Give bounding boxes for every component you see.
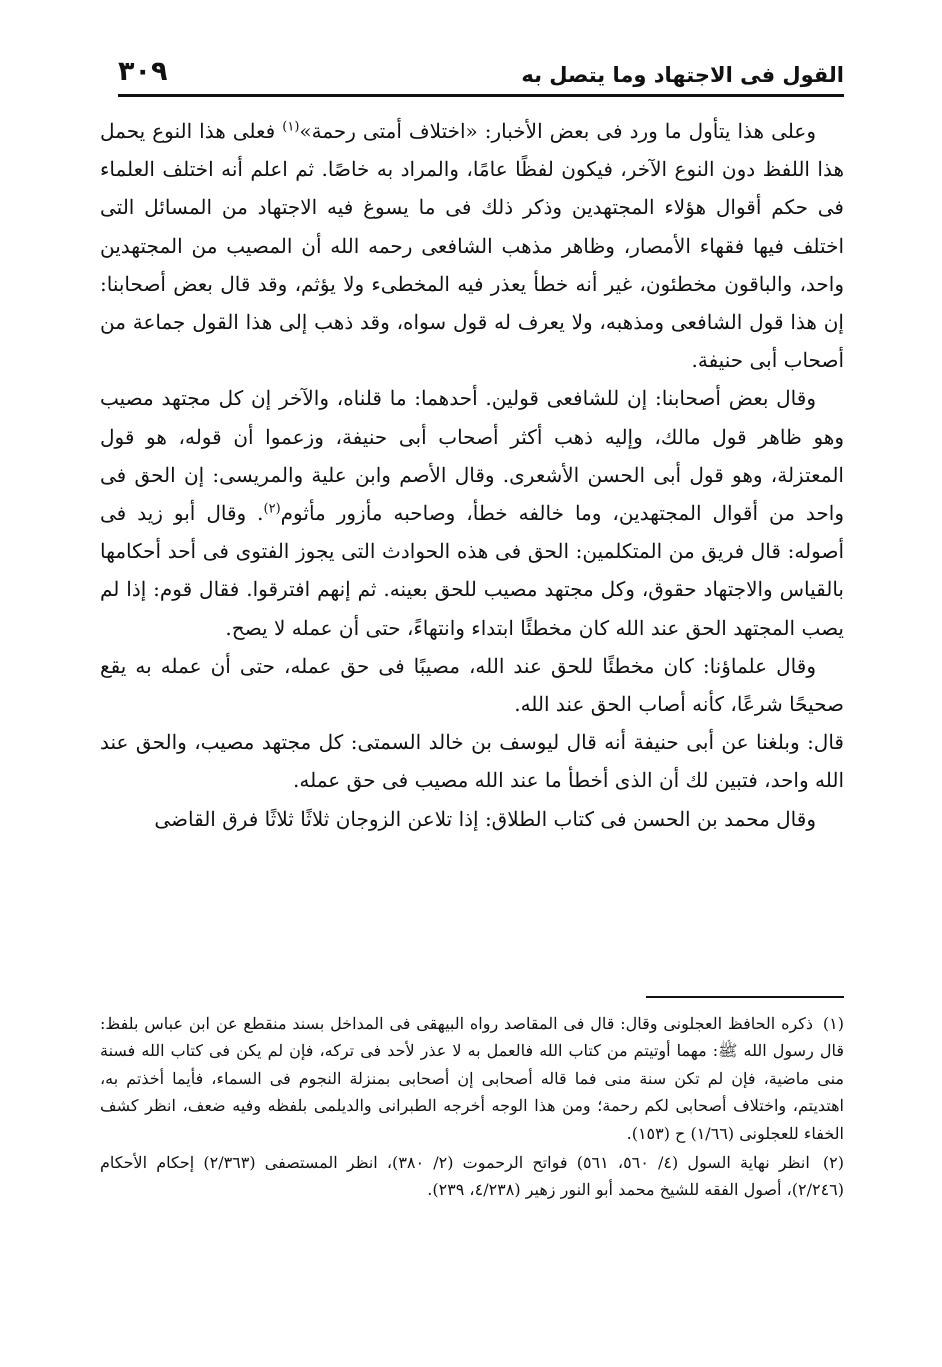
main-text <box>100 112 844 838</box>
paragraph-2 <box>100 379 844 646</box>
footnote-2 <box>100 1149 844 1204</box>
footnote-2-text: انظر نهاية السول (٤/ ٥٦٠، ٥٦١) فواتح الرحموت (٢/ ٣٨٠)، انظر المستصفى (٢/٣٦٣) إحكام الأحكام (٢/٢٤٦)، أصول الفقه للشيخ محمد أبو النور زهير (٤/٢٣٨، ٢٣٩). <box>100 1153 844 1200</box>
paragraph-5: وقال محمد بن الحسن فى كتاب الطلاق: إذا تلاعن الزوجان ثلاثًا ثلاثًا فرق القاضى <box>154 806 816 831</box>
footnote-1 <box>100 1010 844 1147</box>
paragraph-1-part-b: فعلى هذا النوع يحمل هذا اللفظ دون النوع الآخر، فيكون لفظًا عامًا، والمراد به خاصًا. ثم اعلم أنه اختلف العلماء فى حكم أقوال هؤلاء المجتهدين وذكر ذلك فى ما يسوغ فيه الاجتهاد من المسائل التى اختلف فيها فقهاء الأمصار، وظاهر مذهب الشافعى رحمه الله أن المصيب من المجتهدين واحد، والباقون مخطئون، غير أنه خطأ يعذر فيه المخطىء ولا يؤثم، وقد قال بعض أصحابنا: إن هذا قول الشافعى ومذهبه، ولا يعرف له قول سواه، وقد ذهب إلى هذا القول جماعة من أصحاب أبى حنيفة. <box>100 119 844 373</box>
paragraph-1-part-a: وعلى هذا يتأول ما ورد فى بعض الأخبار: «اختلاف أمتى رحمة» <box>299 119 816 143</box>
running-title: القول فى الاجتهاد وما يتصل به <box>521 63 844 87</box>
footnote-rule <box>646 996 844 998</box>
paragraph-2-part-b: . وقال أبو زيد فى أصوله: قال فريق من المتكلمين: الحق فى هذه الحوادث التى يجوز الفتوى فى أحد أحكامها بالقياس والاجتهاد حقوق، وكل مجتهد مصيب للحق بعينه. ثم إنهم افترقوا. فقال قوم: إذا لم يصب المجتهد الحق عند الله كان مخطئًا ابتداء وانتهاءً، حتى أن عمله لا يصح. <box>100 501 844 640</box>
footnote-ref-1[interactable]: (١) <box>282 119 300 135</box>
footnote-1-number: (١) <box>822 1014 845 1033</box>
footnotes <box>100 1010 844 1206</box>
footnote-2-number: (٢) <box>822 1153 845 1173</box>
running-header <box>118 56 844 96</box>
footnote-1-text: ذكره الحافظ العجلونى وقال: قال فى المقاصد رواه البيهقى فى المداخل بسند منقطع عن ابن عباس بلفظ: قال رسول الله ﷺ: مهما أوتيتم من كتاب الله فالعمل به لا عذر لأحد فى تركه، فإن لم يكن فى كتاب الله فسنة منى ماضية، فإن لم تكن سنة منى فما قاله أصحابى إن أصحابى بمنزلة النجوم فى السماء، فأيما أخذتم به، اهتديتم، واختلاف أصحابى لكم رحمة؛ ومن هذا الوجه أخرجه الطبرانى والديلمى بلفظه وفيه ضعف، انظر كشف الخفاء للعجلونى (١/٦٦) ح (١٥٣). <box>100 1014 845 1143</box>
footnote-ref-2[interactable]: (٢) <box>263 501 281 517</box>
paragraph-4: قال: وبلغنا عن أبى حنيفة أنه قال ليوسف بن خالد السمتى: كل مجتهد مصيب، والحق عند الله واحد، فتبين لك أن الذى أخطأ ما عند الله مصيب فى حق عمله. <box>100 730 844 793</box>
header-rule <box>118 94 844 97</box>
paragraph-3: وقال علماؤنا: كان مخطئًا للحق عند الله، مصيبًا فى حق عمله، حتى أن عمله به يقع صحيحًا شرعًا، كأنه أصاب الحق عند الله. <box>100 653 844 717</box>
page-number: ٣٠٩ <box>118 56 168 87</box>
paragraph-1 <box>100 112 844 379</box>
paragraph-2-part-a: وقال بعض أصحابنا: إن للشافعى قولين. أحدهما: ما قلناه، والآخر إن كل مجتهد مصيب وهو ظاهر قول مالك، وإليه ذهب أكثر أصحاب أبى حنيفة، وزعموا أن قوله، هو قول المعتزلة، وهو قول أبى الحسن الأشعرى. وقال الأصم وابن علية والمريسى: إن الحق فى واحد من أقوال المجتهدين، وما خالفه خطأ، وصاحبه مأزور مأثوم <box>100 386 844 526</box>
